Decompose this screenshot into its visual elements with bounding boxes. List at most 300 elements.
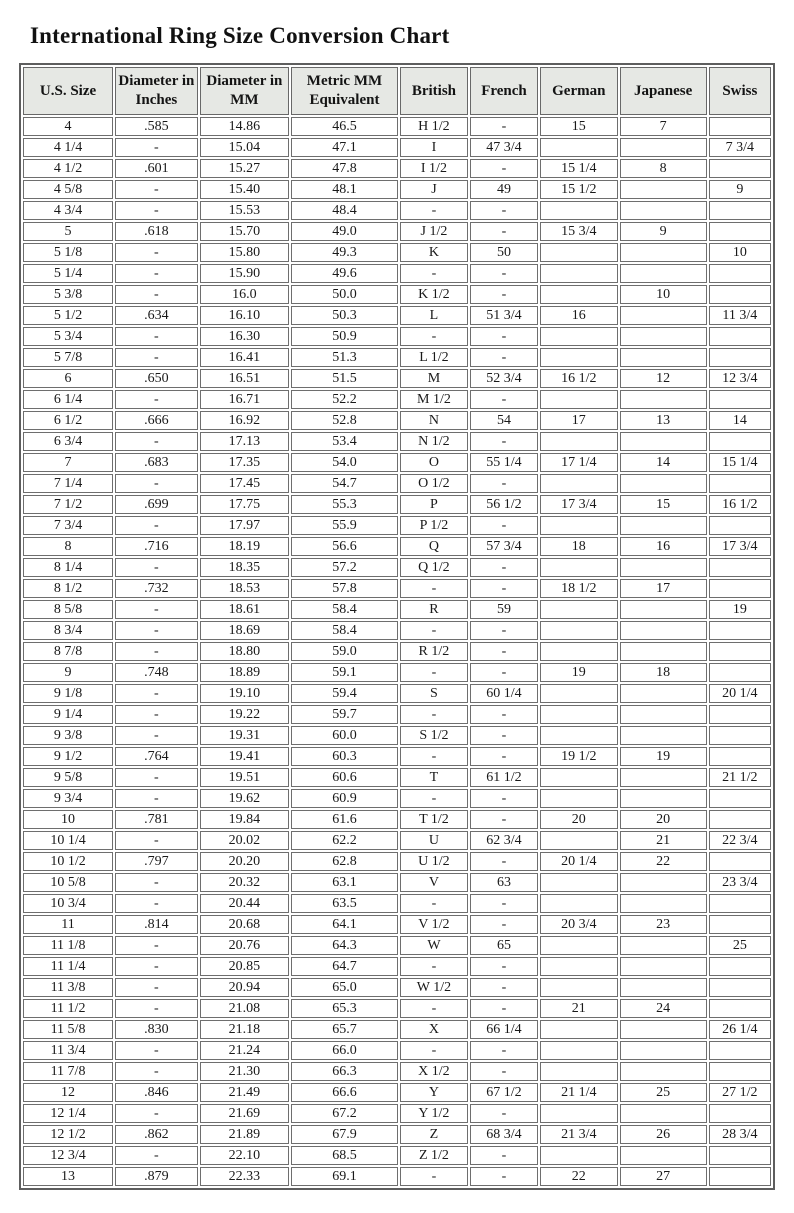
table-cell — [620, 789, 707, 808]
table-cell: 17 3/4 — [540, 495, 618, 514]
table-cell — [709, 852, 771, 871]
table-cell: - — [470, 1104, 538, 1123]
table-cell: - — [470, 663, 538, 682]
table-cell — [540, 789, 618, 808]
table-cell: 21.89 — [200, 1125, 289, 1144]
table-cell: 13 — [620, 411, 707, 430]
table-cell: O 1/2 — [400, 474, 468, 493]
table-cell: 57.8 — [291, 579, 398, 598]
table-cell: - — [470, 201, 538, 220]
table-cell — [620, 705, 707, 724]
table-row — [23, 1083, 771, 1102]
table-cell — [620, 516, 707, 535]
table-cell: 62.2 — [291, 831, 398, 850]
table-cell — [540, 1020, 618, 1039]
table-cell: - — [400, 1041, 468, 1060]
table-cell: 19.22 — [200, 705, 289, 724]
table-cell: - — [115, 789, 198, 808]
table-cell: 16 — [620, 537, 707, 556]
table-cell: 15 1/4 — [709, 453, 771, 472]
table-cell: 15.27 — [200, 159, 289, 178]
table-cell: 20 1/4 — [709, 684, 771, 703]
table-cell: - — [400, 957, 468, 976]
table-cell: 21 — [540, 999, 618, 1018]
table-row — [23, 516, 771, 535]
table-cell: 10 5/8 — [23, 873, 113, 892]
table-cell: 14 — [620, 453, 707, 472]
table-cell: - — [470, 789, 538, 808]
table-cell: 19.62 — [200, 789, 289, 808]
table-cell: 65.7 — [291, 1020, 398, 1039]
table-cell: 9 1/8 — [23, 684, 113, 703]
table-cell: 12 1/2 — [23, 1125, 113, 1144]
table-cell: 20.32 — [200, 873, 289, 892]
table-cell: X — [400, 1020, 468, 1039]
table-cell: - — [470, 852, 538, 871]
table-row — [23, 705, 771, 724]
page-title: International Ring Size Conversion Chart — [30, 23, 450, 49]
table-cell: 12 — [620, 369, 707, 388]
table-cell: 22 — [540, 1167, 618, 1186]
table-cell: - — [470, 894, 538, 913]
table-cell: - — [115, 1062, 198, 1081]
table-cell — [540, 285, 618, 304]
table-cell: - — [115, 873, 198, 892]
table-cell — [540, 621, 618, 640]
table-cell: - — [115, 327, 198, 346]
table-cell: - — [115, 243, 198, 262]
table-cell: 9 3/8 — [23, 726, 113, 745]
table-row — [23, 390, 771, 409]
table-cell — [709, 432, 771, 451]
table-cell: .814 — [115, 915, 198, 934]
table-cell: - — [470, 159, 538, 178]
table-cell: U 1/2 — [400, 852, 468, 871]
table-cell: 9 3/4 — [23, 789, 113, 808]
table-cell — [709, 663, 771, 682]
table-row — [23, 537, 771, 556]
table-cell: X 1/2 — [400, 1062, 468, 1081]
table-cell — [709, 726, 771, 745]
table-cell: 6 1/2 — [23, 411, 113, 430]
table-cell: 21.69 — [200, 1104, 289, 1123]
table-cell: K 1/2 — [400, 285, 468, 304]
table-row — [23, 747, 771, 766]
table-cell: 17.75 — [200, 495, 289, 514]
table-cell: 15.70 — [200, 222, 289, 241]
table-row — [23, 600, 771, 619]
table-cell: 17 — [620, 579, 707, 598]
table-cell: - — [115, 831, 198, 850]
table-cell — [709, 915, 771, 934]
table-cell: 22.10 — [200, 1146, 289, 1165]
table-row — [23, 873, 771, 892]
table-cell — [540, 138, 618, 157]
table-cell: 8 1/2 — [23, 579, 113, 598]
table-cell: - — [115, 180, 198, 199]
table-cell: 64.1 — [291, 915, 398, 934]
table-cell — [540, 264, 618, 283]
table-row — [23, 978, 771, 997]
table-cell: 8 1/4 — [23, 558, 113, 577]
table-cell: L — [400, 306, 468, 325]
table-cell — [709, 642, 771, 661]
table-cell — [620, 1062, 707, 1081]
table-cell — [709, 1104, 771, 1123]
table-cell: 57.2 — [291, 558, 398, 577]
table-cell: - — [400, 327, 468, 346]
table-cell — [620, 306, 707, 325]
table-cell — [709, 264, 771, 283]
table-cell: 17 3/4 — [709, 537, 771, 556]
table-cell — [709, 285, 771, 304]
table-cell — [620, 621, 707, 640]
table-cell — [540, 600, 618, 619]
table-cell: 20 1/4 — [540, 852, 618, 871]
table-cell — [620, 873, 707, 892]
table-cell: - — [115, 138, 198, 157]
table-cell: 20.44 — [200, 894, 289, 913]
table-cell: .862 — [115, 1125, 198, 1144]
table-cell — [540, 978, 618, 997]
table-cell — [540, 873, 618, 892]
table-cell: 7 — [620, 117, 707, 136]
table-row — [23, 453, 771, 472]
table-row — [23, 117, 771, 136]
table-cell: 18.35 — [200, 558, 289, 577]
table-cell: - — [470, 621, 538, 640]
table-cell — [620, 768, 707, 787]
table-cell: 10 — [709, 243, 771, 262]
table-cell: 48.1 — [291, 180, 398, 199]
table-cell: 64.3 — [291, 936, 398, 955]
table-cell: 26 — [620, 1125, 707, 1144]
table-cell — [709, 999, 771, 1018]
table-cell: - — [470, 222, 538, 241]
table-cell: 47 3/4 — [470, 138, 538, 157]
table-cell: 52 3/4 — [470, 369, 538, 388]
table-cell: 8 — [620, 159, 707, 178]
table-cell: H 1/2 — [400, 117, 468, 136]
table-row — [23, 243, 771, 262]
table-cell: - — [470, 264, 538, 283]
table-cell: 10 1/2 — [23, 852, 113, 871]
table-cell — [540, 894, 618, 913]
table-cell: 64.7 — [291, 957, 398, 976]
table-cell: 67.9 — [291, 1125, 398, 1144]
table-cell: 22 3/4 — [709, 831, 771, 850]
table-cell: .585 — [115, 117, 198, 136]
table-cell: 49.6 — [291, 264, 398, 283]
table-cell: - — [470, 285, 538, 304]
table-cell: 55.9 — [291, 516, 398, 535]
table-cell: 66.0 — [291, 1041, 398, 1060]
table-row — [23, 957, 771, 976]
table-cell: .699 — [115, 495, 198, 514]
table-cell: 21 — [620, 831, 707, 850]
table-cell — [709, 621, 771, 640]
table-cell: 48.4 — [291, 201, 398, 220]
table-cell: - — [470, 327, 538, 346]
table-cell: 7 3/4 — [23, 516, 113, 535]
table-cell: - — [115, 621, 198, 640]
table-cell: I — [400, 138, 468, 157]
table-cell: 21.49 — [200, 1083, 289, 1102]
table-cell: 4 3/4 — [23, 201, 113, 220]
table-cell — [540, 1041, 618, 1060]
table-cell: .601 — [115, 159, 198, 178]
table-cell: 55.3 — [291, 495, 398, 514]
table-cell: 52.2 — [291, 390, 398, 409]
table-cell: 5 7/8 — [23, 348, 113, 367]
table-cell: 10 3/4 — [23, 894, 113, 913]
table-row — [23, 999, 771, 1018]
table-cell: - — [470, 999, 538, 1018]
table-cell: 4 1/4 — [23, 138, 113, 157]
table-cell: 50 — [470, 243, 538, 262]
table-cell: 54.7 — [291, 474, 398, 493]
table-cell: O — [400, 453, 468, 472]
table-cell — [540, 201, 618, 220]
table-cell: 47.1 — [291, 138, 398, 157]
table-row — [23, 201, 771, 220]
table-cell: 27 — [620, 1167, 707, 1186]
table-cell: 19 — [620, 747, 707, 766]
table-cell: .781 — [115, 810, 198, 829]
table-cell: 17 — [540, 411, 618, 430]
table-row — [23, 285, 771, 304]
table-cell — [620, 936, 707, 955]
table-cell — [709, 894, 771, 913]
table-cell: 20.76 — [200, 936, 289, 955]
table-cell: 22.33 — [200, 1167, 289, 1186]
table-cell — [620, 1020, 707, 1039]
table-cell: .748 — [115, 663, 198, 682]
table-cell: - — [470, 747, 538, 766]
table-cell: 49.0 — [291, 222, 398, 241]
table-cell: 17.45 — [200, 474, 289, 493]
table-row — [23, 558, 771, 577]
table-cell — [620, 1104, 707, 1123]
table-cell: .618 — [115, 222, 198, 241]
table-row — [23, 348, 771, 367]
table-cell: 59 — [470, 600, 538, 619]
table-cell: 15 — [540, 117, 618, 136]
table-cell: 20.02 — [200, 831, 289, 850]
table-cell: - — [400, 201, 468, 220]
table-cell: - — [470, 1146, 538, 1165]
table-cell: Q 1/2 — [400, 558, 468, 577]
table-cell: 16 1/2 — [540, 369, 618, 388]
table-cell — [709, 222, 771, 241]
table-cell: 65 — [470, 936, 538, 955]
table-cell: - — [115, 558, 198, 577]
table-cell: 61 1/2 — [470, 768, 538, 787]
table-cell: W 1/2 — [400, 978, 468, 997]
table-cell: 51.5 — [291, 369, 398, 388]
table-cell: 61.6 — [291, 810, 398, 829]
table-cell: 12 3/4 — [709, 369, 771, 388]
table-cell: 8 — [23, 537, 113, 556]
table-cell: - — [400, 999, 468, 1018]
table-cell — [620, 1146, 707, 1165]
table-cell: 28 3/4 — [709, 1125, 771, 1144]
table-cell: 18.53 — [200, 579, 289, 598]
table-cell — [709, 201, 771, 220]
table-row — [23, 789, 771, 808]
table-row — [23, 852, 771, 871]
table-row — [23, 579, 771, 598]
table-cell: - — [400, 789, 468, 808]
column-header-french: French — [470, 67, 538, 115]
table-cell — [709, 474, 771, 493]
table-cell: 14 — [709, 411, 771, 430]
table-cell: 9 — [620, 222, 707, 241]
column-header-british: British — [400, 67, 468, 115]
table-cell: 4 — [23, 117, 113, 136]
table-cell: 20 — [620, 810, 707, 829]
table-row — [23, 621, 771, 640]
table-cell: 62 3/4 — [470, 831, 538, 850]
table-cell — [620, 432, 707, 451]
table-cell: 11 5/8 — [23, 1020, 113, 1039]
table-cell: 63.1 — [291, 873, 398, 892]
table-cell: - — [115, 684, 198, 703]
table-cell: 18.89 — [200, 663, 289, 682]
table-cell: 21.08 — [200, 999, 289, 1018]
table-cell: 56.6 — [291, 537, 398, 556]
table-cell — [620, 348, 707, 367]
table-cell: 54 — [470, 411, 538, 430]
column-header-metric-mm: Metric MM Equivalent — [291, 67, 398, 115]
table-cell: 9 — [23, 663, 113, 682]
table-cell: 5 3/4 — [23, 327, 113, 346]
table-cell: 19.31 — [200, 726, 289, 745]
table-cell — [709, 789, 771, 808]
table-cell — [620, 600, 707, 619]
table-cell: - — [470, 1041, 538, 1060]
table-cell: P 1/2 — [400, 516, 468, 535]
table-cell — [540, 474, 618, 493]
table-cell: - — [115, 516, 198, 535]
table-cell: 59.4 — [291, 684, 398, 703]
table-cell: 58.4 — [291, 600, 398, 619]
table-cell: - — [400, 1167, 468, 1186]
table-cell — [709, 327, 771, 346]
table-cell: 10 1/4 — [23, 831, 113, 850]
table-row — [23, 663, 771, 682]
table-cell: Y — [400, 1083, 468, 1102]
table-cell — [620, 201, 707, 220]
table-cell: M — [400, 369, 468, 388]
table-cell: .879 — [115, 1167, 198, 1186]
table-cell — [540, 1146, 618, 1165]
table-cell: 12 1/4 — [23, 1104, 113, 1123]
table-cell — [540, 348, 618, 367]
table-row — [23, 138, 771, 157]
ring-size-conversion-table — [19, 63, 775, 1190]
table-cell — [709, 159, 771, 178]
table-cell: 62.8 — [291, 852, 398, 871]
table-cell: 16.0 — [200, 285, 289, 304]
table-cell: 18.80 — [200, 642, 289, 661]
table-cell — [709, 1041, 771, 1060]
table-row — [23, 159, 771, 178]
table-cell: 20.94 — [200, 978, 289, 997]
table-cell: 5 — [23, 222, 113, 241]
table-cell: - — [470, 915, 538, 934]
table-cell: 7 3/4 — [709, 138, 771, 157]
table-cell: Z 1/2 — [400, 1146, 468, 1165]
table-cell — [620, 327, 707, 346]
table-cell: 11 3/4 — [23, 1041, 113, 1060]
table-cell: Z — [400, 1125, 468, 1144]
table-cell — [709, 747, 771, 766]
table-cell: P — [400, 495, 468, 514]
table-cell — [620, 978, 707, 997]
table-cell — [620, 390, 707, 409]
table-cell: J 1/2 — [400, 222, 468, 241]
table-cell: 21 3/4 — [540, 1125, 618, 1144]
table-cell: 20 3/4 — [540, 915, 618, 934]
table-cell — [709, 957, 771, 976]
table-cell: 15.80 — [200, 243, 289, 262]
table-cell: 23 — [620, 915, 707, 934]
table-cell — [620, 180, 707, 199]
table-cell: 67 1/2 — [470, 1083, 538, 1102]
table-cell: - — [470, 957, 538, 976]
table-cell: 68 3/4 — [470, 1125, 538, 1144]
table-cell: 11 — [23, 915, 113, 934]
table-cell: 18 — [620, 663, 707, 682]
column-header-diameter-mm: Diameter in MM — [200, 67, 289, 115]
table-cell: 9 1/4 — [23, 705, 113, 724]
table-cell: 46.5 — [291, 117, 398, 136]
column-header-us-size: U.S. Size — [23, 67, 113, 115]
table-cell: - — [400, 621, 468, 640]
table-cell: 50.9 — [291, 327, 398, 346]
table-cell: 18.61 — [200, 600, 289, 619]
table-cell: T 1/2 — [400, 810, 468, 829]
table-cell: S 1/2 — [400, 726, 468, 745]
table-cell — [709, 348, 771, 367]
table-cell — [620, 642, 707, 661]
table-cell: 9 5/8 — [23, 768, 113, 787]
table-cell — [709, 978, 771, 997]
table-row — [23, 264, 771, 283]
table-cell — [540, 558, 618, 577]
table-cell: 49.3 — [291, 243, 398, 262]
table-cell: 15 — [620, 495, 707, 514]
table-cell — [709, 117, 771, 136]
table-cell: 11 1/4 — [23, 957, 113, 976]
table-cell: 6 1/4 — [23, 390, 113, 409]
table-cell: - — [470, 432, 538, 451]
table-cell: - — [115, 957, 198, 976]
table-cell: 10 — [620, 285, 707, 304]
table-cell: 19 1/2 — [540, 747, 618, 766]
table-cell: 11 1/2 — [23, 999, 113, 1018]
table-cell: 22 — [620, 852, 707, 871]
table-cell: 16.51 — [200, 369, 289, 388]
table-row — [23, 327, 771, 346]
table-cell: 18 1/2 — [540, 579, 618, 598]
table-cell — [709, 1167, 771, 1186]
table-cell: 11 1/8 — [23, 936, 113, 955]
table-cell: 47.8 — [291, 159, 398, 178]
table-cell: - — [115, 726, 198, 745]
table-cell: - — [115, 642, 198, 661]
